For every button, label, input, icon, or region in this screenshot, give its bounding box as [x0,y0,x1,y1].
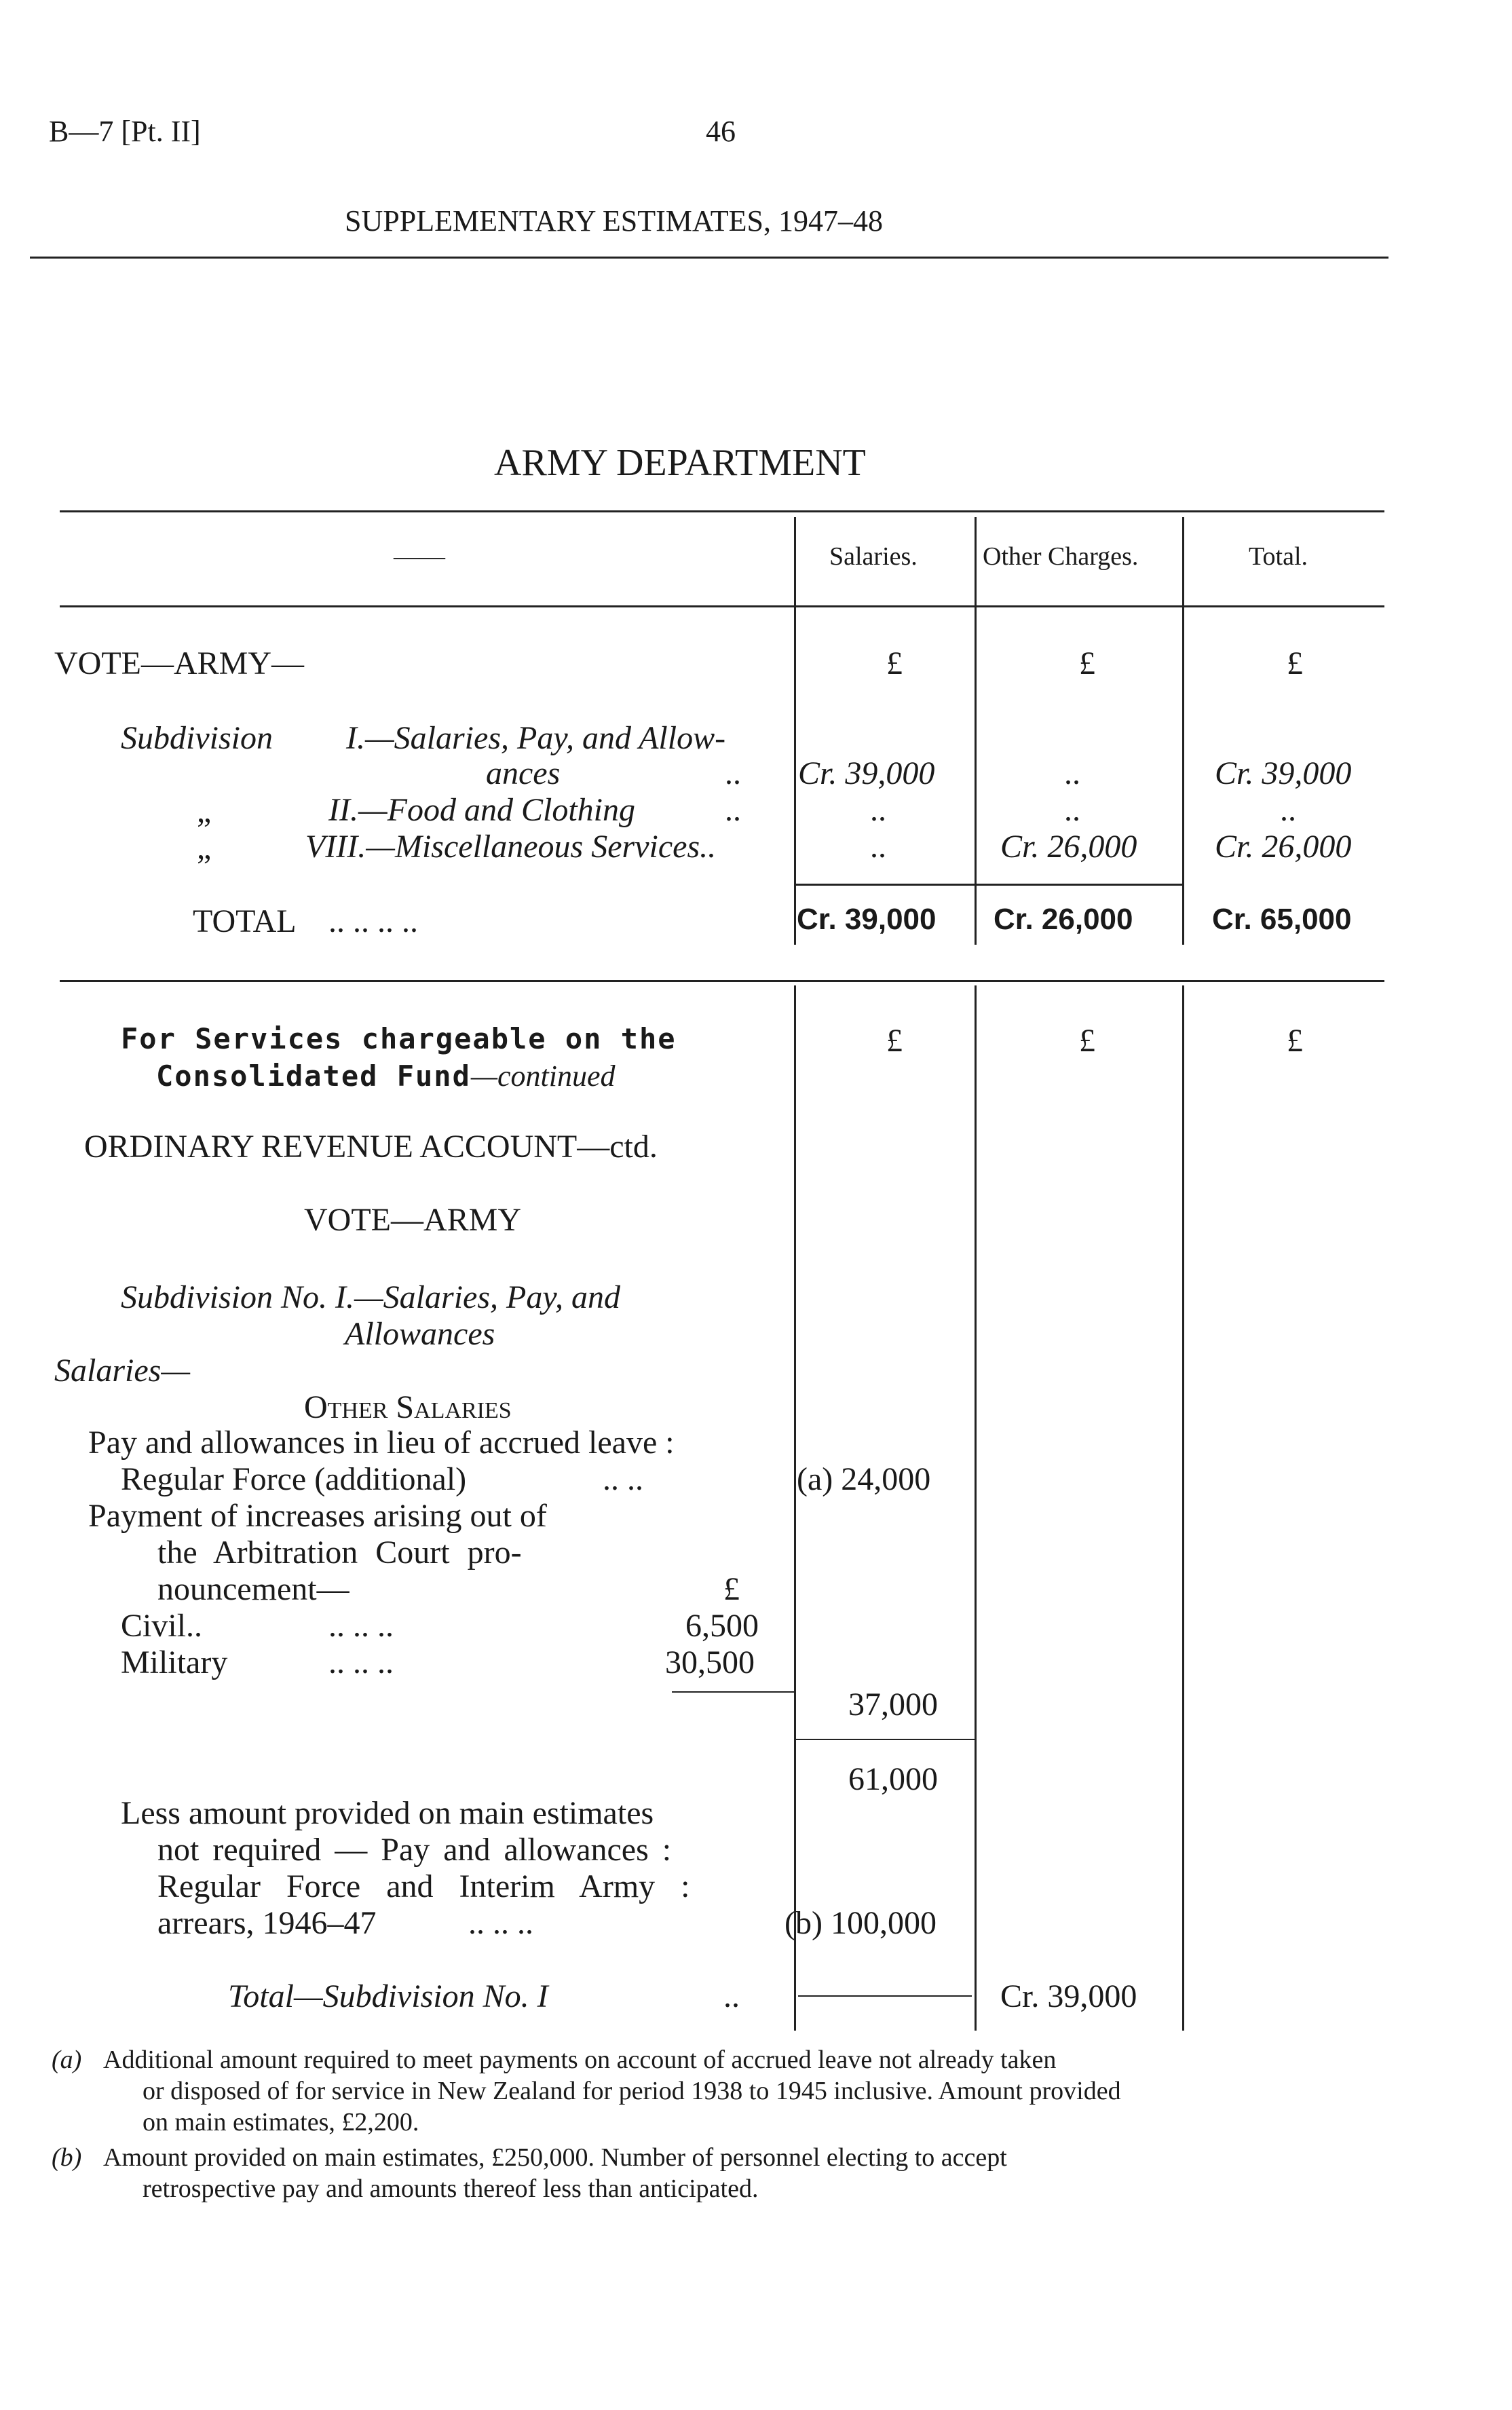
row2-other: .. [1064,792,1080,828]
total-subdivision-rule [798,1995,972,1997]
subdivision-heading: Subdivision No. I.—Salaries, Pay, and [121,1279,620,1315]
subdivision-heading-cont: Allowances [345,1316,495,1352]
vote-heading: VOTE—ARMY [304,1202,521,1238]
row1-dots: .. [725,755,741,791]
continued-label: —continued [470,1059,616,1093]
less-line-4: arrears, 1946–47 [157,1905,377,1941]
section-code: B—7 [Pt. II] [49,115,201,148]
footnote-a-line-3: on main estimates, £2,200. [143,2108,419,2136]
inner-currency: £ [723,1571,740,1607]
military-dots: .. .. .. [328,1644,394,1680]
subtotal-value: 37,000 [848,1687,938,1722]
header-rule [30,257,1388,259]
currency-total: £ [1287,645,1303,681]
column-header-total: Total. [1249,542,1308,571]
total-subdivision-label: Total—Subdivision No. I [228,1978,548,2014]
services-heading-cont [156,1059,616,1093]
table2-col-divider-1 [794,985,796,2031]
department-title: ARMY DEPARTMENT [494,442,866,484]
row3-label: VIII.—Miscellaneous Services.. [305,829,717,865]
footnote-a-line-2: or disposed of for service in New Zealand for period 1938 to 1945 inclusive. Amount provided [143,2077,1121,2105]
row1-total: Cr. 39,000 [1215,755,1352,791]
table1-top-rule [60,510,1384,512]
footnote-a-mark: (a) [52,2046,82,2074]
sum-value: 61,000 [848,1761,938,1797]
inner-subtotal-rule [672,1691,794,1693]
regular-force-value: (a) 24,000 [797,1461,931,1497]
less-line-2: not required — Pay and allowances : [157,1832,672,1868]
row3-total: Cr. 26,000 [1215,829,1352,865]
consolidated-fund: Consolidated Fund [156,1059,471,1093]
row1-prefix: Subdivision [121,720,273,756]
table1-header-rule [60,605,1384,607]
pay-allowances-line: Pay and allowances in lieu of accrued leave : [88,1425,675,1461]
row3-salaries: .. [870,829,886,865]
civil-label: Civil.. [121,1608,203,1644]
table2-col-divider-2 [975,985,977,2031]
arbitration-line: the Arbitration Court pro- [157,1535,522,1570]
footnote-a-line-1: Additional amount required to meet payments on account of accrued leave not already taken [103,2046,1057,2074]
table1-col-divider-1 [794,517,796,945]
other-salaries-label: Other Salaries [304,1389,512,1425]
table1-col-divider-2 [975,517,977,945]
row1-label: I.—Salaries, Pay, and Allow- [346,720,726,756]
less-line-4-dots: .. .. .. [468,1905,533,1941]
row2-prefix: „ [197,793,212,829]
account-heading: ORDINARY REVENUE ACCOUNT—ctd. [84,1129,658,1165]
currency-other: £ [1079,645,1095,681]
footnote-b-mark: (b) [52,2143,82,2172]
military-label: Military [121,1644,228,1680]
total-subdivision-dots: .. [723,1978,740,2014]
total-total: Cr. 65,000 [1212,903,1352,936]
t2-currency-salaries: £ [886,1023,903,1059]
regular-force-line: Regular Force (additional) [121,1461,467,1497]
column-header-other-charges: Other Charges. [983,542,1139,571]
military-value: 30,500 [665,1644,755,1680]
footnote-b-line-1: Amount provided on main estimates, £250,000. Number of personnel electing to accept [103,2143,1007,2172]
total-label: TOTAL [193,903,297,939]
row3-prefix: „ [197,830,212,866]
page-title: SUPPLEMENTARY ESTIMATES, 1947–48 [345,204,884,238]
t2-currency-total: £ [1287,1023,1303,1059]
sum-rule [795,1739,976,1740]
civil-value: 6,500 [685,1608,759,1644]
payment-increases-line: Payment of increases arising out of [88,1498,547,1534]
page-number: 46 [706,115,736,148]
t2-currency-other: £ [1079,1023,1095,1059]
table1-total-rule [795,884,1184,886]
row1-other: .. [1064,755,1080,791]
row2-total: .. [1280,792,1296,828]
column-header-blank: —— [394,542,445,571]
row1-label-cont: ances [486,755,561,791]
row2-salaries: .. [870,792,886,828]
less-line-3: Regular Force and Interim Army : [157,1868,690,1904]
less-value: (b) 100,000 [785,1905,937,1941]
currency-salaries: £ [886,645,903,681]
services-heading: For Services chargeable on the [121,1022,677,1055]
total-other: Cr. 26,000 [994,903,1133,936]
row1-salaries: Cr. 39,000 [798,755,935,791]
footnote-b-line-2: retrospective pay and amounts thereof less than anticipated. [143,2174,759,2203]
row2-dots: .. [725,792,741,828]
pronouncement-line: nouncement— [157,1571,349,1607]
table1-bottom-rule [60,980,1384,982]
row2-label: II.—Food and Clothing [328,792,635,828]
table2-col-divider-3 [1182,985,1184,2031]
total-dots: .. .. .. .. [328,903,418,939]
total-subdivision-value: Cr. 39,000 [1000,1978,1137,2014]
salaries-label: Salaries— [54,1353,191,1389]
total-salaries: Cr. 39,000 [797,903,937,936]
regular-force-dots: .. .. [603,1461,643,1497]
civil-dots: .. .. .. [328,1608,394,1644]
table1-col-divider-3 [1182,517,1184,945]
row3-other: Cr. 26,000 [1000,829,1137,865]
vote-label: VOTE—ARMY— [54,645,304,681]
less-line-1: Less amount provided on main estimates [121,1795,654,1831]
column-header-salaries: Salaries. [829,542,918,571]
